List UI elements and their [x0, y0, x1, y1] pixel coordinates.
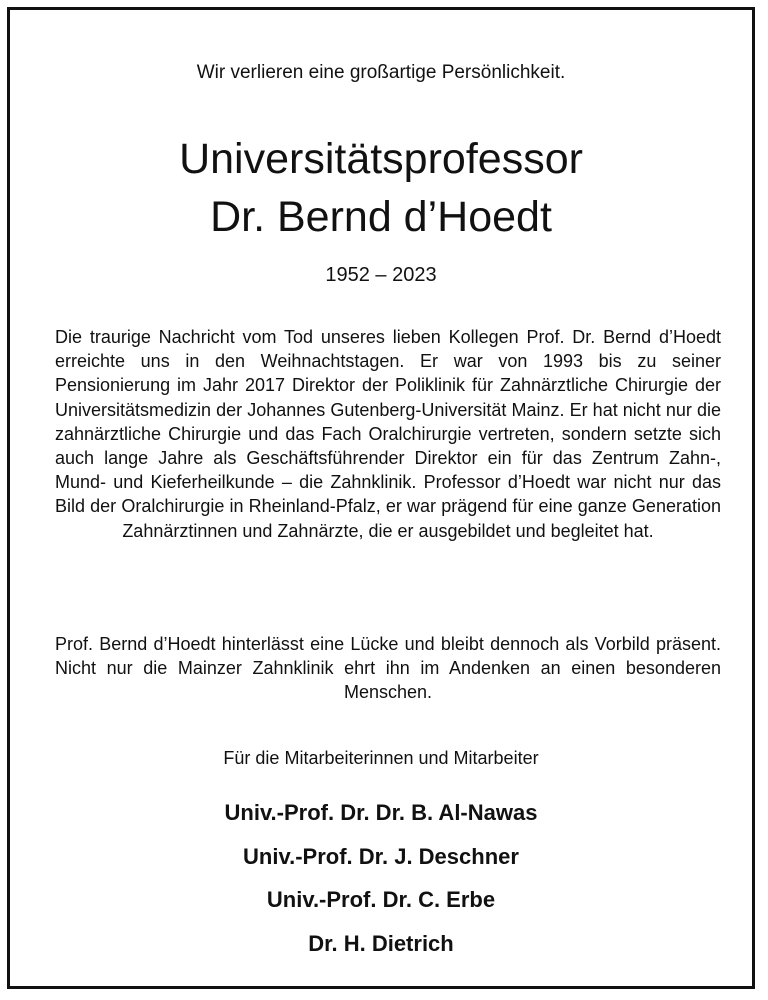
- life-dates: 1952 – 2023: [325, 264, 437, 286]
- intro-line: Wir verlieren eine großartige Persönlichkeit.: [196, 62, 566, 83]
- deceased-name: [10, 130, 752, 246]
- body-paragraph: Die traurige Nachricht vom Tod unseres lieben Kollegen Prof. Dr. Bernd d’Hoedt erreichte uns in den Weihnachtstagen. Er war von 1993 bis zu seiner Pensionierung im Jahr 2017 Direktor der Poliklinik für Zahnärztliche Chirurgie der Universitätsmedizin der Johannes Gutenberg-Universität Mainz. Er hat nicht nur die zahnärztliche Chirurgie und das Fach Oralchirurgie vertreten, sondern setzte sich auch lange Jahre als Geschäftsführender Direktor ein für das Zentrum Zahn-, Mund- und Kieferheilkunde – die Zahnklinik. Professor d’Hoedt war nicht nur das Bild der Oralchirurgie in Rheinland-Pfalz, er war prägend für eine ganze Generation Zahnärztinnen und Zahnärzte, die er ausgebildet und begleitet hat.: [55, 327, 721, 541]
- on-behalf-line: Für die Mitarbeiterinnen und Mitarbeiter: [223, 748, 539, 768]
- deceased-fullname: Dr. Bernd d’Hoedt: [210, 193, 552, 241]
- signatory-name: Univ.-Prof. Dr. C. Erbe: [266, 887, 496, 912]
- obituary-notice: [7, 7, 755, 989]
- signatory-name: Dr. H. Dietrich: [308, 931, 454, 956]
- deceased-title: Universitätsprofessor: [179, 135, 583, 183]
- signatory-name: Univ.-Prof. Dr. J. Deschner: [243, 844, 519, 869]
- signatory-name: Univ.-Prof. Dr. Dr. B. Al-Nawas: [224, 800, 538, 825]
- body-paragraph: Prof. Bernd d’Hoedt hinterlässt eine Lücke und bleibt dennoch als Vorbild präsent. Nicht nur die Mainzer Zahnklinik ehrt ihn im Andenken an einen besonderen Menschen.: [55, 634, 721, 703]
